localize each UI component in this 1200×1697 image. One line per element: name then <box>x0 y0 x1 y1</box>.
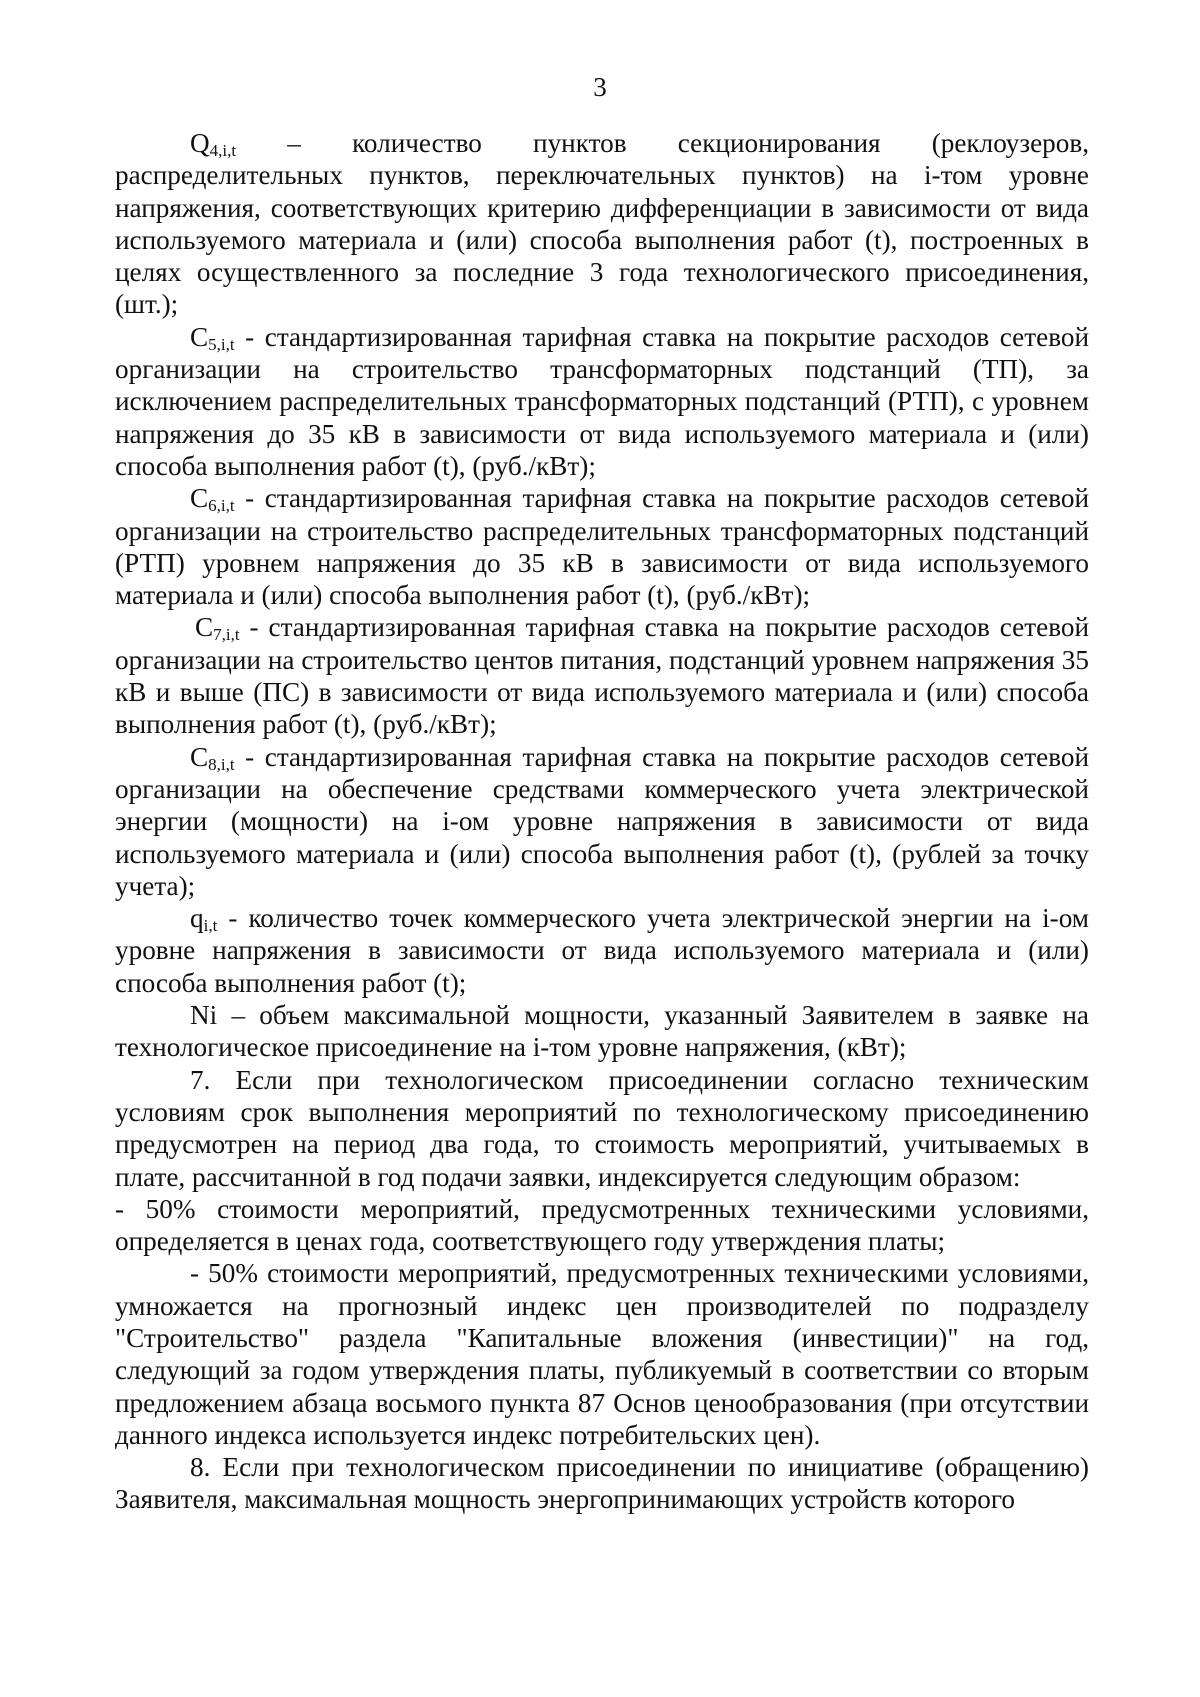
definition-c8-paragraph: $C_{8,i,t}$ - стандартизированная тарифная ставка на покрытие расходов сетевой организации на обеспечение средствами коммерческого учета электрической энергии (мощности) на i-ом уровне напряжения в зависимости от вида используемого материала и (или) способа выполнения работ (t), (рублей за точку учета); <box>115 741 1089 901</box>
document-body <box>115 127 1089 1516</box>
formula-symbol: $Q_{4,i,t}$ <box>190 128 237 160</box>
definition-c5-paragraph: $C_{5,i,t}$ - стандартизированная тарифная ставка на покрытие расходов сетевой организации на строительство трансформаторных подстанций (ТП), за исключением распределительных трансформаторных подстанций (РТП), с уровнем напряжения до 35 кВ в зависимости от вида используемого материала и (или) способа выполнения работ (t), (руб./кВт); <box>115 321 1089 481</box>
clause-8-paragraph: 8. Если при технологическом присоединении по инициативе (обращению) Заявителя, максимальная мощность энергопринимающих устройств которого <box>115 1452 1089 1515</box>
definition-q4-paragraph: $Q_{4,i,t}$ – количество пунктов секционирования (реклоузеров, распределительных пунктов, переключательных пунктов) на i-том уровне напряжения, соответствующих критерию дифференциации в зависимости от вида используемого материала и (или) способа выполнения работ (t), построенных в целях осуществленного за последние 3 года технологического присоединения, (шт.); <box>115 128 1089 320</box>
clause-7-bullet-2: - 50% стоимости мероприятий, предусмотренных техническими условиями, умножается на прогнозный индекс цен производителей по подразделу "Строительство" раздела "Капитальные вложения (инвестиции)" на год, следующий за годом утверждения платы, публикуемый в соответствии со вторым предложением абзаца восьмого пункта 87 Основ ценообразования (при отсутствии данного индекса используется индекс потребительских цен). <box>115 1258 1089 1450</box>
clause-7-bullet-1: - 50% стоимости мероприятий, предусмотренных техническими условиями, определяется в ценах года, соответствующего году утверждения платы; <box>115 1193 1089 1257</box>
page-number: 3 <box>593 72 607 102</box>
formula-symbol: $q_{i,t}$ <box>190 903 218 936</box>
clause-7-paragraph: 7. Если при технологическом присоединении согласно техническим условиям срок выполнения мероприятий по технологическому присоединению предусмотрен на период два года, то стоимость мероприятий, учитываемых в плате, рассчитанной в год подачи заявки, индексируется следующим образом: <box>115 1064 1089 1192</box>
definition-q-paragraph: $q_{i,t}$ - количество точек коммерческого учета электрической энергии на i-ом уровне напряжения в зависимости от вида используемого материала и (или) способа выполнения работ (t); <box>115 903 1089 998</box>
definition-ni-paragraph: Ni – объем максимальной мощности, указанный Заявителем в заявке на технологическое присоединение на i-том уровне напряжения, (кВт); <box>115 1000 1089 1063</box>
definition-c6-paragraph: $C_{6,i,t}$ - стандартизированная тарифная ставка на покрытие расходов сетевой организации на строительство распределительных трансформаторных подстанций (РТП) уровнем напряжения до 35 кВ в зависимости от вида используемого материала и (или) способа выполнения работ (t), (руб./кВт); <box>115 483 1089 611</box>
formula-symbol: $C_{8,i,t}$ <box>190 741 235 774</box>
formula-symbol: $C_{5,i,t}$ <box>190 321 235 354</box>
definition-c7-paragraph: $C_{7,i,t}$ - стандартизированная тарифная ставка на покрытие расходов сетевой организации на строительство центов питания, подстанций уровнем напряжения 35 кВ и выше (ПС) в зависимости от вида используемого материала и (или) способа выполнения работ (t), (руб./кВт); <box>115 612 1089 740</box>
formula-symbol: $C_{6,i,t}$ <box>190 483 235 516</box>
formula-symbol: $C_{7,i,t}$ <box>195 612 240 645</box>
